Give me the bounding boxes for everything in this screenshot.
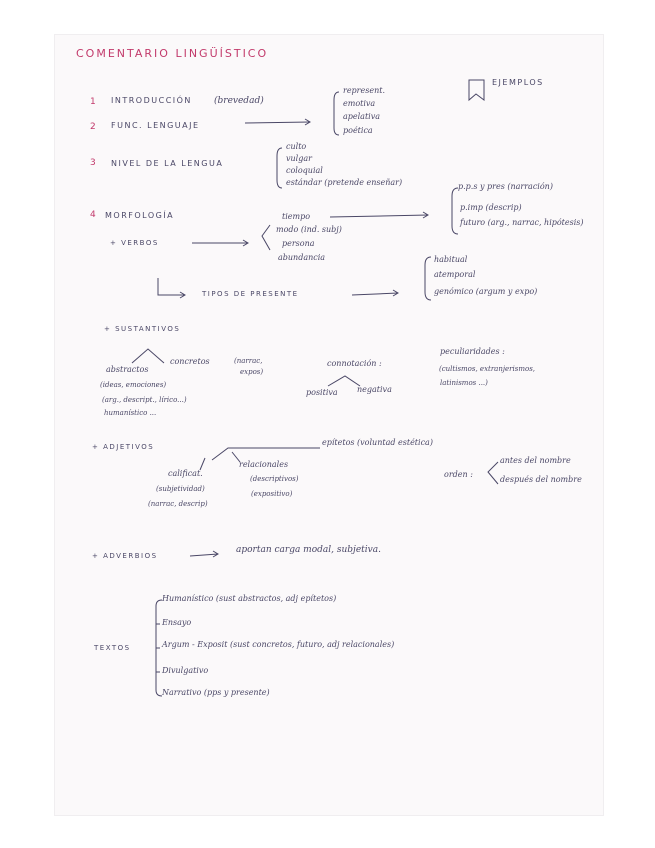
abstractos-label: abstractos xyxy=(106,365,149,374)
list-item: poética xyxy=(343,126,373,135)
list-item: p.imp (descrip) xyxy=(460,203,522,212)
note-text: expos) xyxy=(240,368,264,376)
note-text: humanístico ... xyxy=(104,409,157,417)
concretos-label: concretos xyxy=(170,357,210,366)
list-item: tiempo xyxy=(282,212,311,221)
section-number: 2 xyxy=(90,122,96,132)
relacionales-label: relacionales xyxy=(239,460,289,469)
note-text: (cultismos, extranjerismos, xyxy=(439,365,536,373)
note-text: (narrac, xyxy=(234,357,263,365)
peculiaridades-label: peculiaridades : xyxy=(440,347,505,356)
list-item: persona xyxy=(282,239,315,248)
list-item: Narrativo (pps y presente) xyxy=(162,688,270,697)
section-number: 3 xyxy=(90,158,96,168)
list-item: apelativa xyxy=(343,112,381,121)
list-item: coloquial xyxy=(286,166,323,175)
list-item: habitual xyxy=(434,255,468,264)
textos-label: TEXTOS xyxy=(94,644,131,652)
section-note: (brevedad) xyxy=(214,96,264,106)
note-text: (subjetividad) xyxy=(156,485,205,493)
list-item: culto xyxy=(286,142,307,151)
negativa-label: negativa xyxy=(357,385,392,394)
note-text: (narrac, descrip) xyxy=(148,500,208,508)
note-text: (arg., descript., lírico...) xyxy=(102,396,187,404)
section-label: MORFOLOGÍA xyxy=(105,211,175,220)
list-item: p.p.s y pres (narración) xyxy=(458,182,553,191)
list-item: estándar (pretende enseñar) xyxy=(286,178,403,187)
epitetos-label: epítetos (voluntad estética) xyxy=(322,438,433,447)
list-item: emotiva xyxy=(343,99,376,108)
section-number: 1 xyxy=(90,97,96,107)
list-item: genómico (argum y expo) xyxy=(434,287,538,296)
section-label: NIVEL DE LA LENGUA xyxy=(111,159,224,168)
orden-label: orden : xyxy=(444,470,473,479)
page-title: COMENTARIO LINGÜÍSTICO xyxy=(76,47,269,60)
connotacion-label: connotación : xyxy=(327,359,382,368)
note-text: (expositivo) xyxy=(251,490,293,498)
adverbios-label: + ADVERBIOS xyxy=(92,552,158,560)
section-label: FUNC. LENGUAJE xyxy=(111,121,200,130)
positiva-label: positiva xyxy=(306,388,338,397)
list-item: Humanístico (sust abstractos, adj epítetos) xyxy=(162,594,337,603)
list-item: represent. xyxy=(343,86,385,95)
note-text: (ideas, emociones) xyxy=(100,381,167,389)
note-text: latinismos ...) xyxy=(440,379,488,387)
list-item: Divulgativo xyxy=(162,666,209,675)
ejemplos-label: EJEMPLOS xyxy=(492,78,544,87)
verbos-label: + VERBOS xyxy=(110,239,159,247)
list-item: después del nombre xyxy=(500,475,582,484)
list-item: modo (ind. subj) xyxy=(276,225,342,234)
adjetivos-label: + ADJETIVOS xyxy=(92,443,155,451)
section-number: 4 xyxy=(90,210,96,220)
list-item: Argum - Exposit (sust concretos, futuro, adj relacionales) xyxy=(162,640,395,649)
note-text: (descriptivos) xyxy=(250,475,299,483)
list-item: Ensayo xyxy=(162,618,192,627)
list-item: vulgar xyxy=(286,154,312,163)
list-item: futuro (arg., narrac, hipótesis) xyxy=(460,218,584,227)
list-item: atemporal xyxy=(434,270,476,279)
list-item: antes del nombre xyxy=(500,456,571,465)
list-item: abundancia xyxy=(278,253,326,262)
calificat-label: calificat. xyxy=(168,469,203,478)
sustantivos-label: + SUSTANTIVOS xyxy=(104,325,181,333)
tipos-presente-label: TIPOS DE PRESENTE xyxy=(202,290,299,298)
section-label: INTRODUCCIÓN xyxy=(111,96,192,105)
adverbios-text: aportan carga modal, subjetiva. xyxy=(236,545,381,555)
